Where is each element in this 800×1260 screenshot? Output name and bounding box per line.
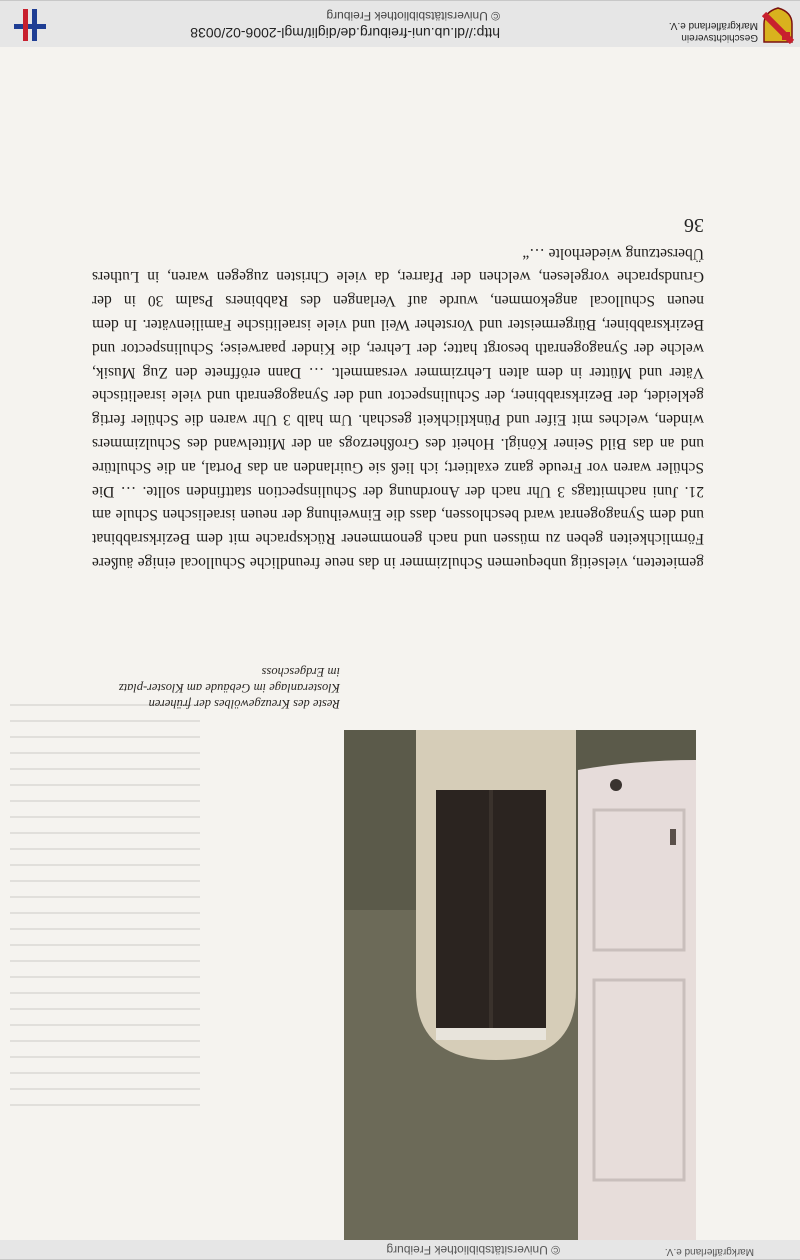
body-text	[92, 241, 704, 574]
university-library-logo-icon	[10, 7, 50, 43]
photo-drawing	[344, 730, 696, 1240]
copyright-notice: © Universitätsbibliothek Freiburg	[326, 9, 500, 23]
page-number: 36	[684, 214, 704, 236]
association-line-2: Markgräflerland e.V.	[668, 20, 758, 31]
source-url-link[interactable]: http://dl.ub.uni-freiburg.de/diglit/mgl-2006-02/0038	[190, 25, 500, 41]
coat-of-arms-icon	[762, 6, 794, 44]
repository-banner	[0, 0, 800, 47]
bleed-through-text	[10, 700, 200, 1120]
footer-association: Markgräflerland e.V.	[664, 1246, 754, 1257]
footer-copyright: © Universitätsbibliothek Freiburg	[386, 1243, 560, 1257]
association-line-1: Geschichtsverein	[681, 32, 758, 43]
scanned-book-page	[0, 46, 800, 1240]
figure-caption: Reste des Kreuzgewölbes der früheren Klosteranlage im Gebäude am Kloster-platz im Erdgeschoss	[118, 665, 340, 711]
repository-footer-strip	[0, 1240, 800, 1260]
cross-vault-photo	[344, 730, 696, 1240]
body-paragraph: gemieteten, vielseitig unbequemen Schulzimmer in das neue freundliche Schullocal einige äußere Förmlichkeiten geben zu müssen und nach genommener Rücksprache mit dem Bezirksrabbinat und dem Synagogenrat ward beschlossen, dass die Einweihung der neuen israelischen Schule am 21. Juni nachmittags 3 Uhr nach der Anordnung der Schulinspection stattfinden sollte. … Die Schüler waren vor Freude ganz exaltiert; ich ließ sie Guirlanden an das Portal, an die Schultüre und an das Bild Seiner Königl. Hoheit des Großherzogs an der Mittelwand des Schulzimmers winden, welches mit Eifer und Pünktlichkeit geschah. Um halb 3 Uhr waren die Schüler fertig gekleidet, der Bezirksrabbiner, der Schulinspector und der Synagogenrath und viele israelitische Väter und Mütter in dem alten Lehrzimmer versammelt. … Dann eröffnete den Zug Musik, welche der Synagogenrath besorgt hatte; der Lehrer, die Kinder paarweise; Schulinspector und Bezirksrabbiner, Bürgermeister und Vorsteher Weil und viele israelitische Familienväter. In dem neuen Schullocal angekommen, wurde auf Verlangen des Rabbiners Psalm 30 in der Grundsprache vorgelesen, welchen der Pfarrer, da viele Christen zugegen waren, in Luthers Übersetzung wiederholte …“	[92, 244, 704, 571]
association-name	[618, 19, 758, 43]
